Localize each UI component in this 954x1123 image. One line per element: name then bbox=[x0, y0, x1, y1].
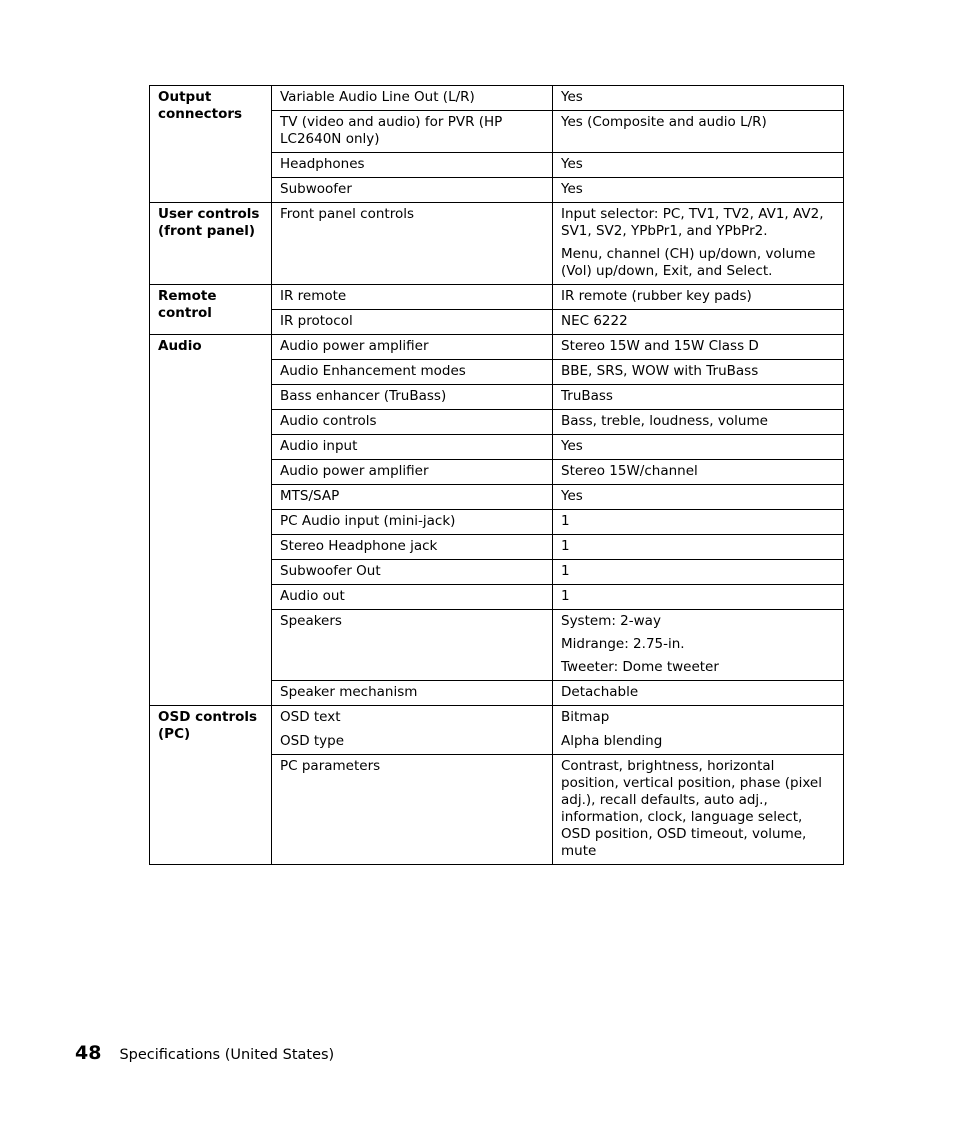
table-row bbox=[150, 285, 844, 310]
table-row bbox=[150, 86, 844, 111]
feature-cell: Bass enhancer (TruBass) bbox=[272, 385, 553, 410]
value-text: IR remote (rubber key pads) bbox=[561, 288, 752, 304]
feature-cell: Front panel controls bbox=[272, 203, 553, 285]
feature-cell: Headphones bbox=[272, 153, 553, 178]
feature-cell: Audio controls bbox=[272, 410, 553, 435]
value-cell bbox=[553, 360, 844, 385]
value-text: TruBass bbox=[561, 388, 613, 404]
feature-cell: Stereo Headphone jack bbox=[272, 535, 553, 560]
value-text: Yes bbox=[561, 156, 583, 172]
feature-cell: OSD text bbox=[272, 706, 553, 730]
value-cell bbox=[553, 385, 844, 410]
value-text: Yes (Composite and audio L/R) bbox=[561, 114, 767, 130]
value-text: Menu, channel (CH) up/down, volume (Vol) up/down, Exit, and Select. bbox=[561, 246, 816, 279]
category-cell bbox=[150, 285, 272, 335]
value-cell bbox=[553, 203, 844, 285]
feature-cell: Subwoofer bbox=[272, 178, 553, 203]
value-text: System: 2-way bbox=[561, 613, 661, 629]
feature-cell: OSD type bbox=[272, 729, 553, 755]
feature-cell: Speaker mechanism bbox=[272, 681, 553, 706]
feature-cell: Audio power amplifier bbox=[272, 460, 553, 485]
value-text: Yes bbox=[561, 181, 583, 197]
feature-cell: Speakers bbox=[272, 610, 553, 681]
feature-cell: PC Audio input (mini-jack) bbox=[272, 510, 553, 535]
value-cell bbox=[553, 86, 844, 111]
specifications-table-body bbox=[150, 86, 844, 865]
page-number: 48 bbox=[75, 1042, 102, 1064]
value-cell bbox=[553, 111, 844, 153]
table-row bbox=[150, 335, 844, 360]
feature-cell: Subwoofer Out bbox=[272, 560, 553, 585]
value-cell bbox=[553, 335, 844, 360]
value-text: BBE, SRS, WOW with TruBass bbox=[561, 363, 759, 379]
value-cell bbox=[553, 153, 844, 178]
feature-cell: Audio power amplifier bbox=[272, 335, 553, 360]
value-cell bbox=[553, 485, 844, 510]
feature-cell: TV (video and audio) for PVR (HP LC2640N only) bbox=[272, 111, 553, 153]
category-label: Remote control bbox=[158, 288, 217, 321]
value-text: 1 bbox=[561, 588, 570, 604]
value-text: Yes bbox=[561, 488, 583, 504]
category-cell bbox=[150, 86, 272, 203]
value-cell bbox=[553, 585, 844, 610]
value-text: Contrast, brightness, horizontal position, vertical position, phase (pixel adj.), recall defaults, auto adj., information, clock, language select, OSD position, OSD timeout, volume, mute bbox=[561, 758, 822, 859]
value-text: 1 bbox=[561, 563, 570, 579]
value-text: Bitmap bbox=[561, 709, 610, 725]
value-text: 1 bbox=[561, 538, 570, 554]
value-cell bbox=[553, 178, 844, 203]
page-footer bbox=[75, 1042, 334, 1064]
category-label: Audio bbox=[158, 338, 202, 354]
feature-cell: Audio input bbox=[272, 435, 553, 460]
table-row bbox=[150, 706, 844, 730]
value-cell bbox=[553, 681, 844, 706]
value-cell bbox=[553, 755, 844, 865]
value-text: Input selector: PC, TV1, TV2, AV1, AV2, SV1, SV2, YPbPr1, and YPbPr2. bbox=[561, 206, 824, 239]
value-text: Yes bbox=[561, 89, 583, 105]
value-text: Midrange: 2.75-in. bbox=[561, 636, 685, 652]
category-label: User controls (front panel) bbox=[158, 206, 260, 239]
category-label: OSD controls (PC) bbox=[158, 709, 258, 742]
value-text: Stereo 15W and 15W Class D bbox=[561, 338, 759, 354]
value-cell bbox=[553, 729, 844, 755]
feature-cell: IR remote bbox=[272, 285, 553, 310]
feature-cell: PC parameters bbox=[272, 755, 553, 865]
value-cell bbox=[553, 610, 844, 681]
table-row bbox=[150, 203, 844, 285]
feature-cell: Variable Audio Line Out (L/R) bbox=[272, 86, 553, 111]
value-cell bbox=[553, 310, 844, 335]
value-text: Stereo 15W/channel bbox=[561, 463, 698, 479]
value-cell bbox=[553, 560, 844, 585]
specifications-table bbox=[149, 85, 844, 865]
value-text: Alpha blending bbox=[561, 733, 663, 749]
value-cell bbox=[553, 410, 844, 435]
feature-cell: Audio Enhancement modes bbox=[272, 360, 553, 385]
category-cell bbox=[150, 706, 272, 865]
value-text: 1 bbox=[561, 513, 570, 529]
value-text: Bass, treble, loudness, volume bbox=[561, 413, 768, 429]
category-cell bbox=[150, 203, 272, 285]
value-text: Tweeter: Dome tweeter bbox=[561, 659, 719, 675]
value-cell bbox=[553, 285, 844, 310]
value-text: Yes bbox=[561, 438, 583, 454]
value-cell bbox=[553, 460, 844, 485]
value-text: Detachable bbox=[561, 684, 639, 700]
feature-cell: MTS/SAP bbox=[272, 485, 553, 510]
feature-cell: IR protocol bbox=[272, 310, 553, 335]
feature-cell: Audio out bbox=[272, 585, 553, 610]
value-cell bbox=[553, 706, 844, 730]
value-cell bbox=[553, 535, 844, 560]
section-title: Specifications (United States) bbox=[119, 1047, 335, 1063]
value-text: NEC 6222 bbox=[561, 313, 628, 329]
value-cell bbox=[553, 510, 844, 535]
category-label: Output connectors bbox=[158, 89, 243, 122]
value-cell bbox=[553, 435, 844, 460]
category-cell bbox=[150, 335, 272, 706]
